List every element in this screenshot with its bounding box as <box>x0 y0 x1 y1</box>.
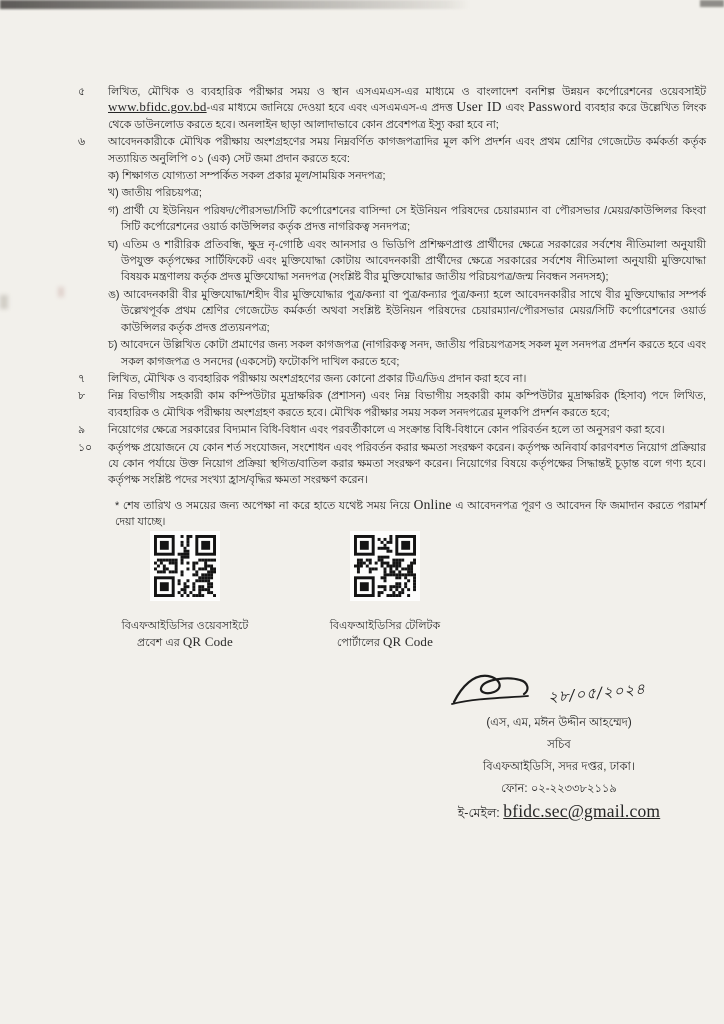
signatory-organization: বিএফআইডিসি, সদর দপ্তর, ঢাকা। <box>483 761 635 773</box>
signature-date: ২৮/০৫/২০২৪ <box>547 679 647 707</box>
list-subitem <box>108 337 706 370</box>
item-text <box>108 388 706 421</box>
item-text <box>108 134 706 167</box>
item-number: ১০ <box>78 441 93 454</box>
scan-speck <box>58 287 64 297</box>
item-text <box>108 422 706 438</box>
contact-email-line <box>408 803 710 825</box>
text-segment: ব্যবহার করে উল্লেখিত লিংক থেকে ডাউনলোড করতে হবে। অনলাইন ছাড়া আলাদাভাবে কোন প্রবেশপত্র ইস্যু করা হবে না; <box>108 102 707 131</box>
item-number: ৮ <box>78 390 86 403</box>
text-segment: এ আবেদনপত্র পূরণ ও আবেদন ফি জমাদান করতে পরামর্শ দেয়া যাচ্ছে। <box>115 499 706 529</box>
text-segment: নিম্ন বিভাগীয় সহকারী কাম কম্পিউটার মুদ্রাক্ষরিক (প্রশাসন) এবং নিম্ন বিভাগীয় সহকারী কাম কম্পিউটার মুদ্রাক্ষরিক (হিসাব) পদে লিখিত, ব্যবহারিক ও মৌখিক পরীক্ষায় অংশগ্রহণ করতে হবে। মৌখিক পরীক্ষার সময় সকল সনদপত্রের মূলকপি প্রদর্শন করতে হবে; <box>108 390 706 419</box>
text-segment: গ) প্রার্থী যে ইউনিয়ন পরিষদ/পৌরসভা/সিটি কর্পোরেশনের বাসিন্দা সে ইউনিয়ন পরিষদের চেয়ারম্যান বা পৌরসভার /মেয়র/কাউন্সিলর কিংবা সিটি কর্পোরেশনের ওয়ার্ড কাউন্সিলর কর্তৃক প্রদত্ত নাগরিকত্ব সনদপত্র; <box>108 204 706 234</box>
scan-speck <box>0 295 8 309</box>
text-segment: এবং <box>501 102 528 115</box>
qr-caption-bn: প্রবেশ এর <box>137 637 183 649</box>
item-number: ৬ <box>78 136 86 149</box>
qr-code <box>350 531 420 601</box>
text-segment: Password <box>527 99 582 115</box>
list-subitem <box>108 203 706 236</box>
qr-caption-latin: QR Code <box>182 634 233 649</box>
list-item <box>78 84 706 133</box>
terms-list <box>78 84 706 532</box>
list-item <box>78 371 706 387</box>
item-text <box>108 84 706 133</box>
item-text <box>108 168 706 184</box>
qr-block-website <box>104 531 266 652</box>
text-segment: User ID <box>456 99 502 115</box>
list-item <box>78 388 706 421</box>
contact-phone: ফোন: ০২-২২৩৩৮২১১৯ <box>501 783 617 795</box>
signature-area <box>408 668 710 714</box>
item-text <box>115 498 706 531</box>
text-segment: Online <box>413 496 452 512</box>
qr-block-teletalk-portal <box>304 531 466 652</box>
list-subitem <box>108 185 706 201</box>
qr-caption <box>104 618 266 652</box>
text-segment: আবেদনকারীকে মৌখিক পরীক্ষায় অংশগ্রহণের সময় নিম্নবর্ণিত কাগজপত্রাদির মূল কপি প্রদর্শন এবং প্রথম শ্রেণির গেজেটেড কর্মকর্তা কর্তৃক সত্যায়িত অনুলিপি ০১ (এক) সেট জমা প্রদান করতে হবে: <box>108 136 706 165</box>
item-text <box>108 203 706 236</box>
qr-caption-latin: QR Code <box>382 634 434 649</box>
text-segment: ঙ) আবেদনকারী বীর মুক্তিযোদ্ধা/শহীদ বীর মুক্তিযোদ্ধার পুত্র/কন্যা বা পুত্র/কন্যার পুত্র/কন্যা হলে আবেদনকারীর সাথে বীর মুক্তিযোদ্ধার সম্পর্ক উল্লেখপূর্বক প্রথম শ্রেণির গেজেটেড কর্মকর্তা অথবা সংশ্লিষ্ট ইউনিয়ন পরিষদের চেয়ারম্যান/পৌরসভার মেয়র/সিটি কর্পোরেশনের ওয়ার্ড কাউন্সিলর কর্তৃক প্রদত্ত প্রত্যয়নপত্র; <box>108 288 706 334</box>
qr-caption-line1: বিএফআইডিসির টেলিটক <box>329 620 441 632</box>
signature-block <box>408 668 710 825</box>
text-segment: লিখিত, মৌখিক ও ব্যবহারিক পরীক্ষায় অংশগ্রহণের জন্য কোনো প্রকার টিএ/ডিএ প্রদান করা হবে না। <box>108 372 527 385</box>
item-text <box>108 440 706 489</box>
item-text <box>108 287 706 336</box>
text-segment: লিখিত, মৌখিক ও ব্যবহারিক পরীক্ষার সময় ও স্থান এসএমএস-এর মাধ্যমে ও বাংলাদেশ বনশিল্প উন্নয়ন কর্পোরেশনের ওয়েবসাইট <box>108 86 706 98</box>
signatory-name: (এস, এম, মঈন উদ্দীন আহম্মেদ) <box>486 717 632 729</box>
text-segment: কর্তৃপক্ষ প্রয়োজনে যে কোন শর্ত সংযোজন, সংশোধন এবং পরিবর্তন করার ক্ষমতা সংরক্ষণ করেন। কর্তৃপক্ষ অনিবার্য কারণবশত নিয়োগ প্রক্রিয়ার যে কোন পর্যায়ে উক্ত নিয়োগ প্রক্রিয়া স্থগিত/বাতিল করার ক্ষমতা সংরক্ষণ করেন। নিয়োগের বিষয়ে কর্তৃপক্ষের সিদ্ধান্তই চূড়ান্ত বলে গণ্য হবে। কর্তৃপক্ষ সংশ্লিষ্ট পদের সংখ্যা হ্রাস/বৃদ্ধির ক্ষমতা সংরক্ষণ করেন। <box>108 441 706 487</box>
item-number: ৯ <box>78 424 86 437</box>
signatory-title: সচিব <box>547 739 571 751</box>
text-segment: ক) শিক্ষাগত যোগ্যতা সম্পর্কিত সকল প্রকার মূল/সাময়িক সনদপত্র; <box>108 170 386 183</box>
text-segment: চ) আবেদনে উল্লিখিত কোটা প্রমাণের জন্য সকল কাগজপত্র (নাগরিকত্ব সনদ, জাতীয় পরিচয়পত্রসহ সকল মূল সনদপত্র প্রদর্শন করতে হবে এবং সকল কাগজপত্র ও সনদের (একসেট) ফটোকপি দাখিল করতে হবে; <box>108 339 706 368</box>
list-subitem <box>115 498 706 531</box>
list-subitem <box>108 287 706 336</box>
list-item <box>78 134 706 167</box>
qr-caption-line2 <box>104 635 266 652</box>
text-segment: খ) জাতীয় পরিচয়পত্র; <box>108 187 202 200</box>
qr-section <box>104 531 466 652</box>
scan-smudge-top <box>0 0 470 9</box>
text-segment: ঘ) এতিম ও শারীরিক প্রতিবন্ধি, ক্ষুদ্র নৃ-গোষ্ঠি এবং আনসার ও ভিডিপি প্রশিক্ষণপ্রাপ্ত প্রার্থীদের ক্ষেত্রে সরকারের সর্বশেষ নীতিমালা অনুযায়ী উপযুক্ত কর্তৃপক্ষের সার্টিফিকেট এবং মুক্তিযোদ্ধা কোটায় আবেদনকারী প্রার্থীদের ক্ষেত্রে সরকারের সর্বশেষ নীতিমালা অনুযায়ী মুক্তিযোদ্ধা বিষয়ক মন্ত্রণালয় কর্তৃক প্রদত্ত মুক্তিযোদ্ধা সনদপত্র (সংশ্লিষ্ট বীর মুক্তিযোদ্ধার জাতীয় পরিচয়পত্র/জন্ম নিবন্ধন সনদসহ); <box>108 238 706 284</box>
qr-caption-bn: পোর্টালের <box>336 637 383 649</box>
item-number: ৫ <box>78 86 86 98</box>
item-text <box>108 237 706 286</box>
signature-mark-icon <box>448 668 558 712</box>
email-label: ই-মেইল: <box>457 806 504 820</box>
scan-smudge-top-right <box>700 0 724 7</box>
qr-code <box>150 531 220 601</box>
email-address: bfidc.sec@gmail.com <box>503 801 661 821</box>
list-subitem <box>108 237 706 286</box>
list-subitem <box>108 168 706 184</box>
text-segment: www.bfidc.gov.bd <box>108 99 207 115</box>
text-segment: -এর মাধ্যমে জানিয়ে দেওয়া হবে এবং এসএমএস-এ প্রদত্ত <box>206 102 457 115</box>
item-text <box>108 337 706 370</box>
list-item <box>78 440 706 489</box>
item-text <box>108 371 706 387</box>
text-segment: * শেষ তারিখ ও সময়ের জন্য অপেক্ষা না করে হাতে যথেষ্ট সময় নিয়ে <box>115 499 414 512</box>
item-number: ৭ <box>78 372 86 385</box>
item-text <box>108 185 706 201</box>
qr-caption <box>304 618 466 652</box>
list-item <box>78 422 706 438</box>
qr-caption-line1: বিএফআইডিসির ওয়েবসাইটে <box>121 620 249 632</box>
text-segment: নিয়োগের ক্ষেত্রে সরকারের বিদ্যমান বিধি-বিধান এবং পরবর্তীকালে এ সংক্রান্ত বিধি-বিধানে কোন পরিবর্তন হলে তা অনুসরণ করা হবে। <box>108 424 665 437</box>
qr-caption-line2 <box>304 635 466 652</box>
